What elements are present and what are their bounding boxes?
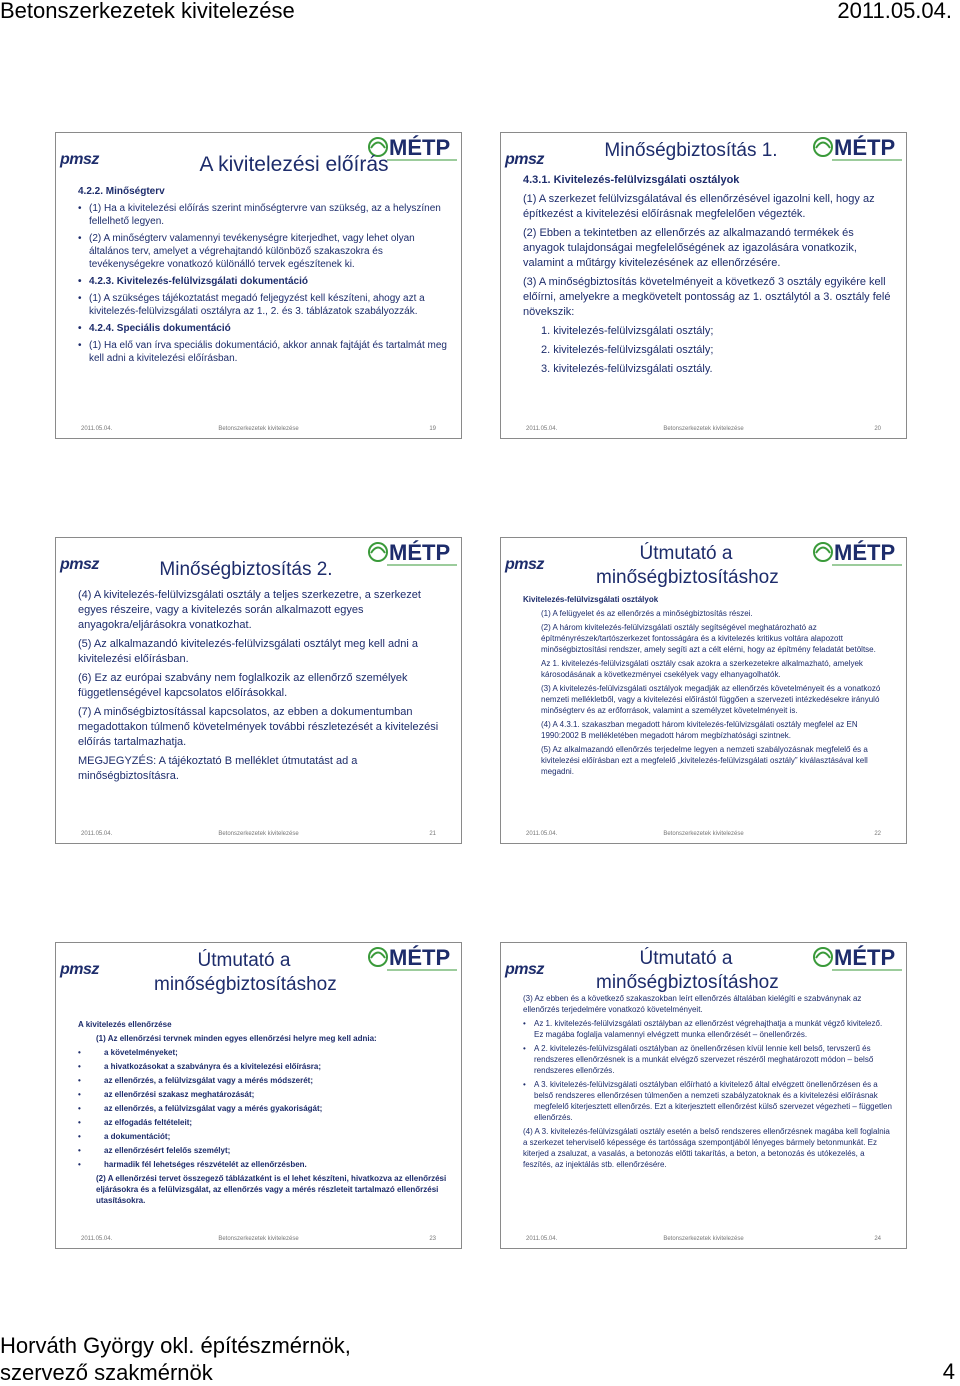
slide-footer-number: 21 — [429, 831, 436, 837]
slide-20 — [500, 132, 907, 439]
document-header-title: Betonszerkezetek kivitelezése — [0, 0, 295, 23]
slide-paragraph: • 4.2.3. Kivitelezés-felülvizsgálati dokumentáció — [78, 275, 447, 288]
slide-footer-number: 22 — [874, 831, 881, 837]
slide-body — [523, 594, 892, 780]
slide-paragraph: • (1) Ha elő van írva speciális dokumentáció, akkor annak fajtáját és tartalmát meg kell adni a kivitelezési előírásban. — [78, 339, 447, 365]
slide-footer-title: Betonszerkezetek kivitelezése — [663, 831, 744, 837]
slide-paragraph: • 4.2.4. Speciális dokumentáció — [78, 322, 447, 335]
slide-paragraph: 4.3.1. Kivitelezés-felülvizsgálati osztályok — [523, 174, 740, 186]
slide-footer — [526, 1236, 881, 1242]
slide-paragraph: • A 2. kivitelezés-felülvizsgálati osztályban az önellenőrzésen kívül lennie kell belső, tervszerű és rendszeres ellenőrzésnek is a munkát elvégző szervezet részéről meghatározott módon – belső rendszeres ellenőrzés. — [523, 1043, 892, 1076]
slide-paragraph: MEGJEGYZÉS: A tájékoztató B melléklet útmutatást ad a minőségbiztosításra. — [78, 755, 358, 782]
slide-19 — [55, 132, 462, 439]
slide-footer-number: 24 — [874, 1236, 881, 1242]
slide-title: Útmutató a minőségbiztosításhoz — [596, 948, 779, 993]
slide-paragraph: Az 1. kivitelezés-felülvizsgálati osztály csak azokra a szerkezetekre alkalmazható, amelyek károsodásának a következményei csekélyek vagy elhanyagolhatók. — [541, 659, 863, 679]
slide-paragraph: (4) A 3. kivitelezés-felülvizsgálati osztály esetén a belső rendszeres ellenőrzésnek magába kell foglalnia a szerkezet teherviselő képessége és tartóssága szempontjából lényeges bármely betonmunkát. Ez kiterjed a zsaluzat, a vasalás, a betonozás előtti takarítás, a beton, a betonozás és utókezelés, a feszítés, az injektálás stb. ellenőrzésére. — [523, 1127, 890, 1169]
slide-footer-date: 2011.05.04. — [81, 831, 113, 837]
slide-paragraph: • a hivatkozásokat a szabványra és a kivitelezési előírásra; — [78, 1061, 447, 1072]
pmsz-logo: pmsz — [60, 961, 99, 978]
slide-paragraph: 4.2.2. Minőségterv — [78, 186, 165, 197]
slide-paragraph: A kivitelezés ellenőrzése — [78, 1020, 172, 1029]
slide-paragraph: (3) A minőségbiztosítás követelményeit a következő 3 osztály egyikére kell előírni, amelyekre a megkövetelt pontosság az 1. osztálytól a 3. osztály felé növekszik: — [523, 276, 891, 318]
slide-body — [78, 1019, 447, 1209]
slide-paragraph: • (1) Ha a kivitelezési előírás szerint minőségtervre van szükség, az a helyszínen fellelhető legyen. — [78, 202, 447, 228]
slide-paragraph: Kivitelezés-felülvizsgálati osztályok — [523, 595, 659, 604]
page-footer-author — [0, 1332, 351, 1386]
slide-paragraph: (3) Az ebben és a következő szakaszokban leírt ellenőrzés általában kielégíti e szabványnak az ellenőrzés terjedelmére vonatkozó követelményeit. — [523, 994, 862, 1014]
metp-logo — [812, 133, 904, 171]
slide-footer — [526, 426, 881, 432]
metp-logo — [812, 538, 904, 576]
slide-footer-number: 23 — [429, 1236, 436, 1242]
slide-paragraph: • (1) A szükséges tájékoztatást megadó feljegyzést kell készíteni, ahogy azt a kivitelezés-felülvizsgálati osztályra az 1., 2. és 3. táblázatok szabályozzák. — [78, 292, 447, 318]
slide-paragraph: • harmadik fél lehetséges részvételét az ellenőrzésben. — [78, 1159, 447, 1170]
slide-footer — [526, 831, 881, 837]
pmsz-logo: pmsz — [505, 961, 544, 978]
metp-logo-text: MÉTP — [834, 540, 896, 565]
metp-logo-text: MÉTP — [389, 135, 451, 160]
slide-body — [523, 173, 892, 381]
slide-21 — [55, 537, 462, 844]
slide-footer-title: Betonszerkezetek kivitelezése — [663, 426, 744, 432]
slide-paragraph: • a követelményeket; — [78, 1047, 447, 1058]
slide-paragraph: (1) A szerkezet felülvizsgálatával és ellenőrzésével igazolni kell, hogy az építkezést a kivitelezési előírásnak megfelelően végezték. — [523, 193, 875, 220]
slide-paragraph: 2. kivitelezés-felülvizsgálati osztály; — [541, 344, 714, 356]
slide-footer-date: 2011.05.04. — [526, 426, 558, 432]
slide-footer-title: Betonszerkezetek kivitelezése — [218, 1236, 299, 1242]
pmsz-logo: pmsz — [505, 556, 544, 573]
slide-paragraph: (2) A ellenőrzési tervet összegező táblázatként is el lehet készíteni, hivatkozva az ellenőrzési eljárásokra és a felülvizsgálat, az ellenőrzés vagy a mérés részleteit tartalmazó ellenőrzési utasításokra. — [96, 1174, 447, 1205]
slide-footer-date: 2011.05.04. — [81, 426, 113, 432]
slide-body — [523, 993, 892, 1173]
slide-footer-title: Betonszerkezetek kivitelezése — [663, 1236, 744, 1242]
pmsz-logo: pmsz — [505, 151, 544, 168]
metp-logo-text: MÉTP — [834, 945, 896, 970]
slide-title: Minőségbiztosítás 1. — [604, 140, 778, 161]
slide-paragraph: (1) A felügyelet és az ellenőrzés a minőségbiztosítás részei. — [541, 609, 753, 618]
slide-paragraph: • (2) A minőségterv valamennyi tevékenységre kiterjedhet, vagy lehet olyan általános terv, amelyet a végrehajtandó különböző szakaszokra és tevékenységekre vonatkozó különálló tervek egészítenek ki. — [78, 232, 447, 271]
slide-paragraph: • az ellenőrzési szakasz meghatározását; — [78, 1089, 447, 1100]
slide-paragraph: (5) Az alkalmazandó kivitelezés-felülvizsgálati osztályt meg kell adni a kivitelezési előírásban. — [78, 638, 418, 665]
slide-paragraph: • a dokumentációt; — [78, 1131, 447, 1142]
slide-paragraph: (5) Az alkalmazandó ellenőrzés terjedelme legyen a nemzeti szabályozásnak megfelelő és a kivitelezési előírásban ezt a megfelelő „kivitelezés-felülvizsgálati osztály” kiválasztásával kell megadni. — [541, 745, 868, 776]
slide-paragraph: (2) A három kivitelezés-felülvizsgálati osztály segítségével meghatározható az építményrészek/tartószerkezet fontosságára és a kivitelezés kritikus voltára alapozott minőségbiztosítási rendszer, amely segíti azt a célt elérni, hogy az építmény feladatát betöltse. — [541, 623, 876, 654]
slide-paragraph: (4) A 4.3.1. szakaszban megadott három kivitelezés-felülvizsgálati osztály megfelel az EN 1990:2002 B mellékletében megadott három megbízhatósági szintnek. — [541, 720, 858, 740]
slide-title: Minőségbiztosítás 2. — [159, 559, 333, 580]
slide-paragraph: 1. kivitelezés-felülvizsgálati osztály; — [541, 325, 714, 337]
author-line-2: szervező szakmérnök — [0, 1360, 213, 1385]
metp-logo-text: MÉTP — [834, 135, 896, 160]
metp-logo — [812, 943, 904, 981]
slide-23 — [55, 942, 462, 1249]
slide-24 — [500, 942, 907, 1249]
slide-footer-date: 2011.05.04. — [81, 1236, 113, 1242]
metp-logo-text: MÉTP — [389, 540, 451, 565]
slide-paragraph: (1) Az ellenőrzési tervnek minden egyes ellenőrzési helyre meg kell adnia: — [96, 1034, 377, 1043]
slide-paragraph: • az ellenőrzés, a felülvizsgálat vagy a mérés gyakoriságát; — [78, 1103, 447, 1114]
slide-footer-number: 20 — [874, 426, 881, 432]
slide-footer-title: Betonszerkezetek kivitelezése — [218, 831, 299, 837]
slide-22 — [500, 537, 907, 844]
slide-paragraph: • az ellenőrzésért felelős személyt; — [78, 1145, 447, 1156]
slide-footer-date: 2011.05.04. — [526, 831, 558, 837]
slide-body — [78, 185, 447, 369]
slide-title: A kivitelezési előírás — [199, 153, 389, 176]
metp-logo — [367, 943, 459, 981]
slide-paragraph: • Az 1. kivitelezés-felülvizsgálati osztályban az ellenőrzést végrehajthatja a munkát végző kivitelező. Ez magába foglalja valamennyi elvégzett munka ellenőrzését – önellenőrzés. — [523, 1018, 892, 1040]
metp-logo-text: MÉTP — [389, 945, 451, 970]
slide-paragraph: (7) A minőségbiztosítással kapcsolatos, az ebben a dokumentumban megadottakon túlmenő követelmények további részletezését a kivitelezési előírás tartalmazhatja. — [78, 706, 439, 748]
slide-paragraph: (6) Ez az európai szabvány nem foglalkozik az ellenőrző személyek függetlenségével kapcsolatos előírásokkal. — [78, 672, 408, 699]
pmsz-logo: pmsz — [60, 556, 99, 573]
slide-paragraph: (4) A kivitelezés-felülvizsgálati osztály a teljes szerkezetre, a szerkezet egyes részeire, vagy a kivitelezés során alkalmazott egyes anyagokra/eljárásokra vonatkozhat. — [78, 589, 421, 631]
slide-footer — [81, 1236, 436, 1242]
document-header-date: 2011.05.04. — [837, 0, 952, 23]
slide-footer — [81, 426, 436, 432]
slide-footer-title: Betonszerkezetek kivitelezése — [218, 426, 299, 432]
slide-footer — [81, 831, 436, 837]
slide-title: Útmutató a minőségbiztosításhoz — [596, 543, 779, 588]
slide-paragraph: • az elfogadás feltételeit; — [78, 1117, 447, 1128]
slide-paragraph: (2) Ebben a tekintetben az ellenőrzés az alkalmazandó termékek és anyagok tulajdonságai megfelelőségének az igazolására vonatkozik, valamint a műtárgy kivitelezésének az ellenőrzésére. — [523, 227, 857, 269]
page-number: 4 — [942, 1359, 955, 1384]
metp-logo — [367, 538, 459, 576]
slide-paragraph: 3. kivitelezés-felülvizsgálati osztály. — [541, 363, 713, 375]
slide-paragraph: (3) A kivitelezés-felülvizsgálati osztályok megadják az ellenőrzés követelményeit és a vonatkozó nemzeti mellékletből, vagy a kivitelezési előírástól függően a szervezeti intézkedésekre irányuló minőségterv és az erőforrások, valamint a személyzet követelményeit is. — [541, 684, 881, 715]
pmsz-logo: pmsz — [60, 151, 99, 168]
slide-paragraph: • az ellenőrzés, a felülvizsgálat vagy a mérés módszerét; — [78, 1075, 447, 1086]
slide-body — [78, 588, 447, 788]
slide-footer-number: 19 — [429, 426, 436, 432]
slide-title: Útmutató a minőségbiztosításhoz — [154, 950, 337, 995]
slide-paragraph: • A 3. kivitelezés-felülvizsgálati osztályban előírható a kivitelező által elvégzett önellenőrzésen és a belső rendszeres ellenőrzésen túlmenően a nemzeti szabályzatoknak és a kivitelezési előírásnak megfelelő kiterjesztett ellenőrzés. Ezt a kiterjesztett ellenőrzést külső szervezet végezheti – független ellenőrzés. — [523, 1079, 892, 1123]
author-line-1: Horváth György okl. építészmérnök, — [0, 1333, 351, 1358]
slide-footer-date: 2011.05.04. — [526, 1236, 558, 1242]
